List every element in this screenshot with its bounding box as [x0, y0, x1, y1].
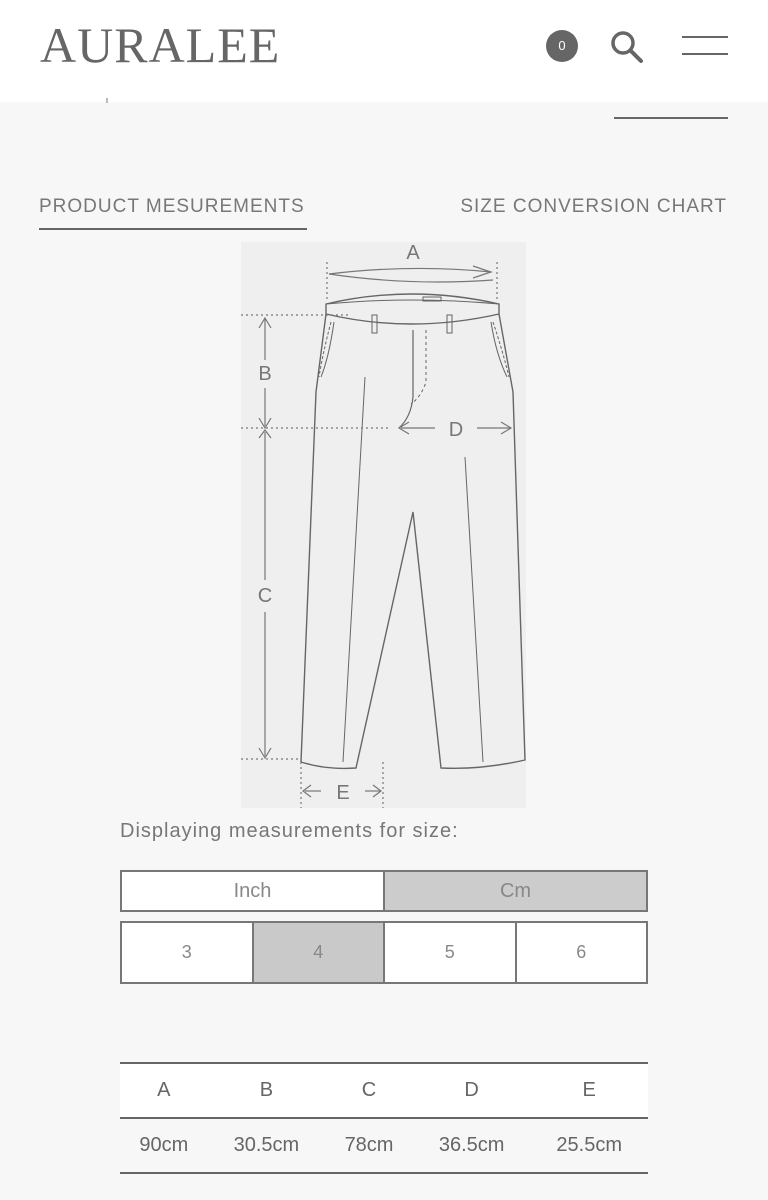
unit-toggle	[120, 870, 648, 912]
header-cell-e: E	[530, 1063, 648, 1118]
search-icon[interactable]	[608, 28, 646, 66]
header-cell-b: B	[208, 1063, 326, 1118]
table-row	[120, 1118, 648, 1173]
size-3-button[interactable]: 3	[120, 921, 254, 984]
tab-product-measurements-label: PRODUCT MESUREMENTS	[39, 196, 305, 217]
size-5-button[interactable]: 5	[385, 921, 517, 984]
value-cell-b: 30.5cm	[208, 1118, 326, 1173]
active-tab-underline	[39, 228, 307, 230]
section-rule	[614, 117, 728, 119]
value-cell-a: 90cm	[120, 1118, 208, 1173]
pants-measurement-diagram	[241, 242, 526, 808]
value-cell-e: 25.5cm	[530, 1118, 648, 1173]
diagram-label-b: B	[258, 363, 272, 385]
header-cell-a: A	[120, 1063, 208, 1118]
unit-cm-button[interactable]: Cm	[385, 870, 648, 912]
size-4-button[interactable]: 4	[254, 921, 386, 984]
tab-product-measurements[interactable]	[39, 196, 305, 218]
value-cell-c: 78cm	[325, 1118, 413, 1173]
header-cell-d: D	[413, 1063, 531, 1118]
diagram-label-d: D	[448, 419, 464, 441]
hamburger-menu-icon[interactable]	[682, 34, 728, 58]
display-size-label: Displaying measurements for size:	[120, 820, 459, 842]
header-cell-c: C	[325, 1063, 413, 1118]
value-cell-d: 36.5cm	[413, 1118, 531, 1173]
decorative-tick	[106, 98, 108, 103]
measurements-table	[120, 1062, 648, 1174]
site-header	[0, 0, 768, 102]
diagram-label-e: E	[336, 782, 350, 804]
tab-size-conversion-chart[interactable]: SIZE CONVERSION CHART	[460, 196, 727, 217]
brand-logo[interactable]: AURALEE	[40, 17, 281, 73]
diagram-label-a: A	[406, 242, 420, 264]
unit-inch-button[interactable]: Inch	[120, 870, 385, 912]
cart-count-badge[interactable]: 0	[546, 30, 578, 62]
table-header-row	[120, 1063, 648, 1118]
size-6-button[interactable]: 6	[517, 921, 649, 984]
diagram-label-c: C	[257, 585, 273, 607]
size-selector	[120, 921, 648, 984]
pants-diagram-svg	[241, 242, 526, 808]
